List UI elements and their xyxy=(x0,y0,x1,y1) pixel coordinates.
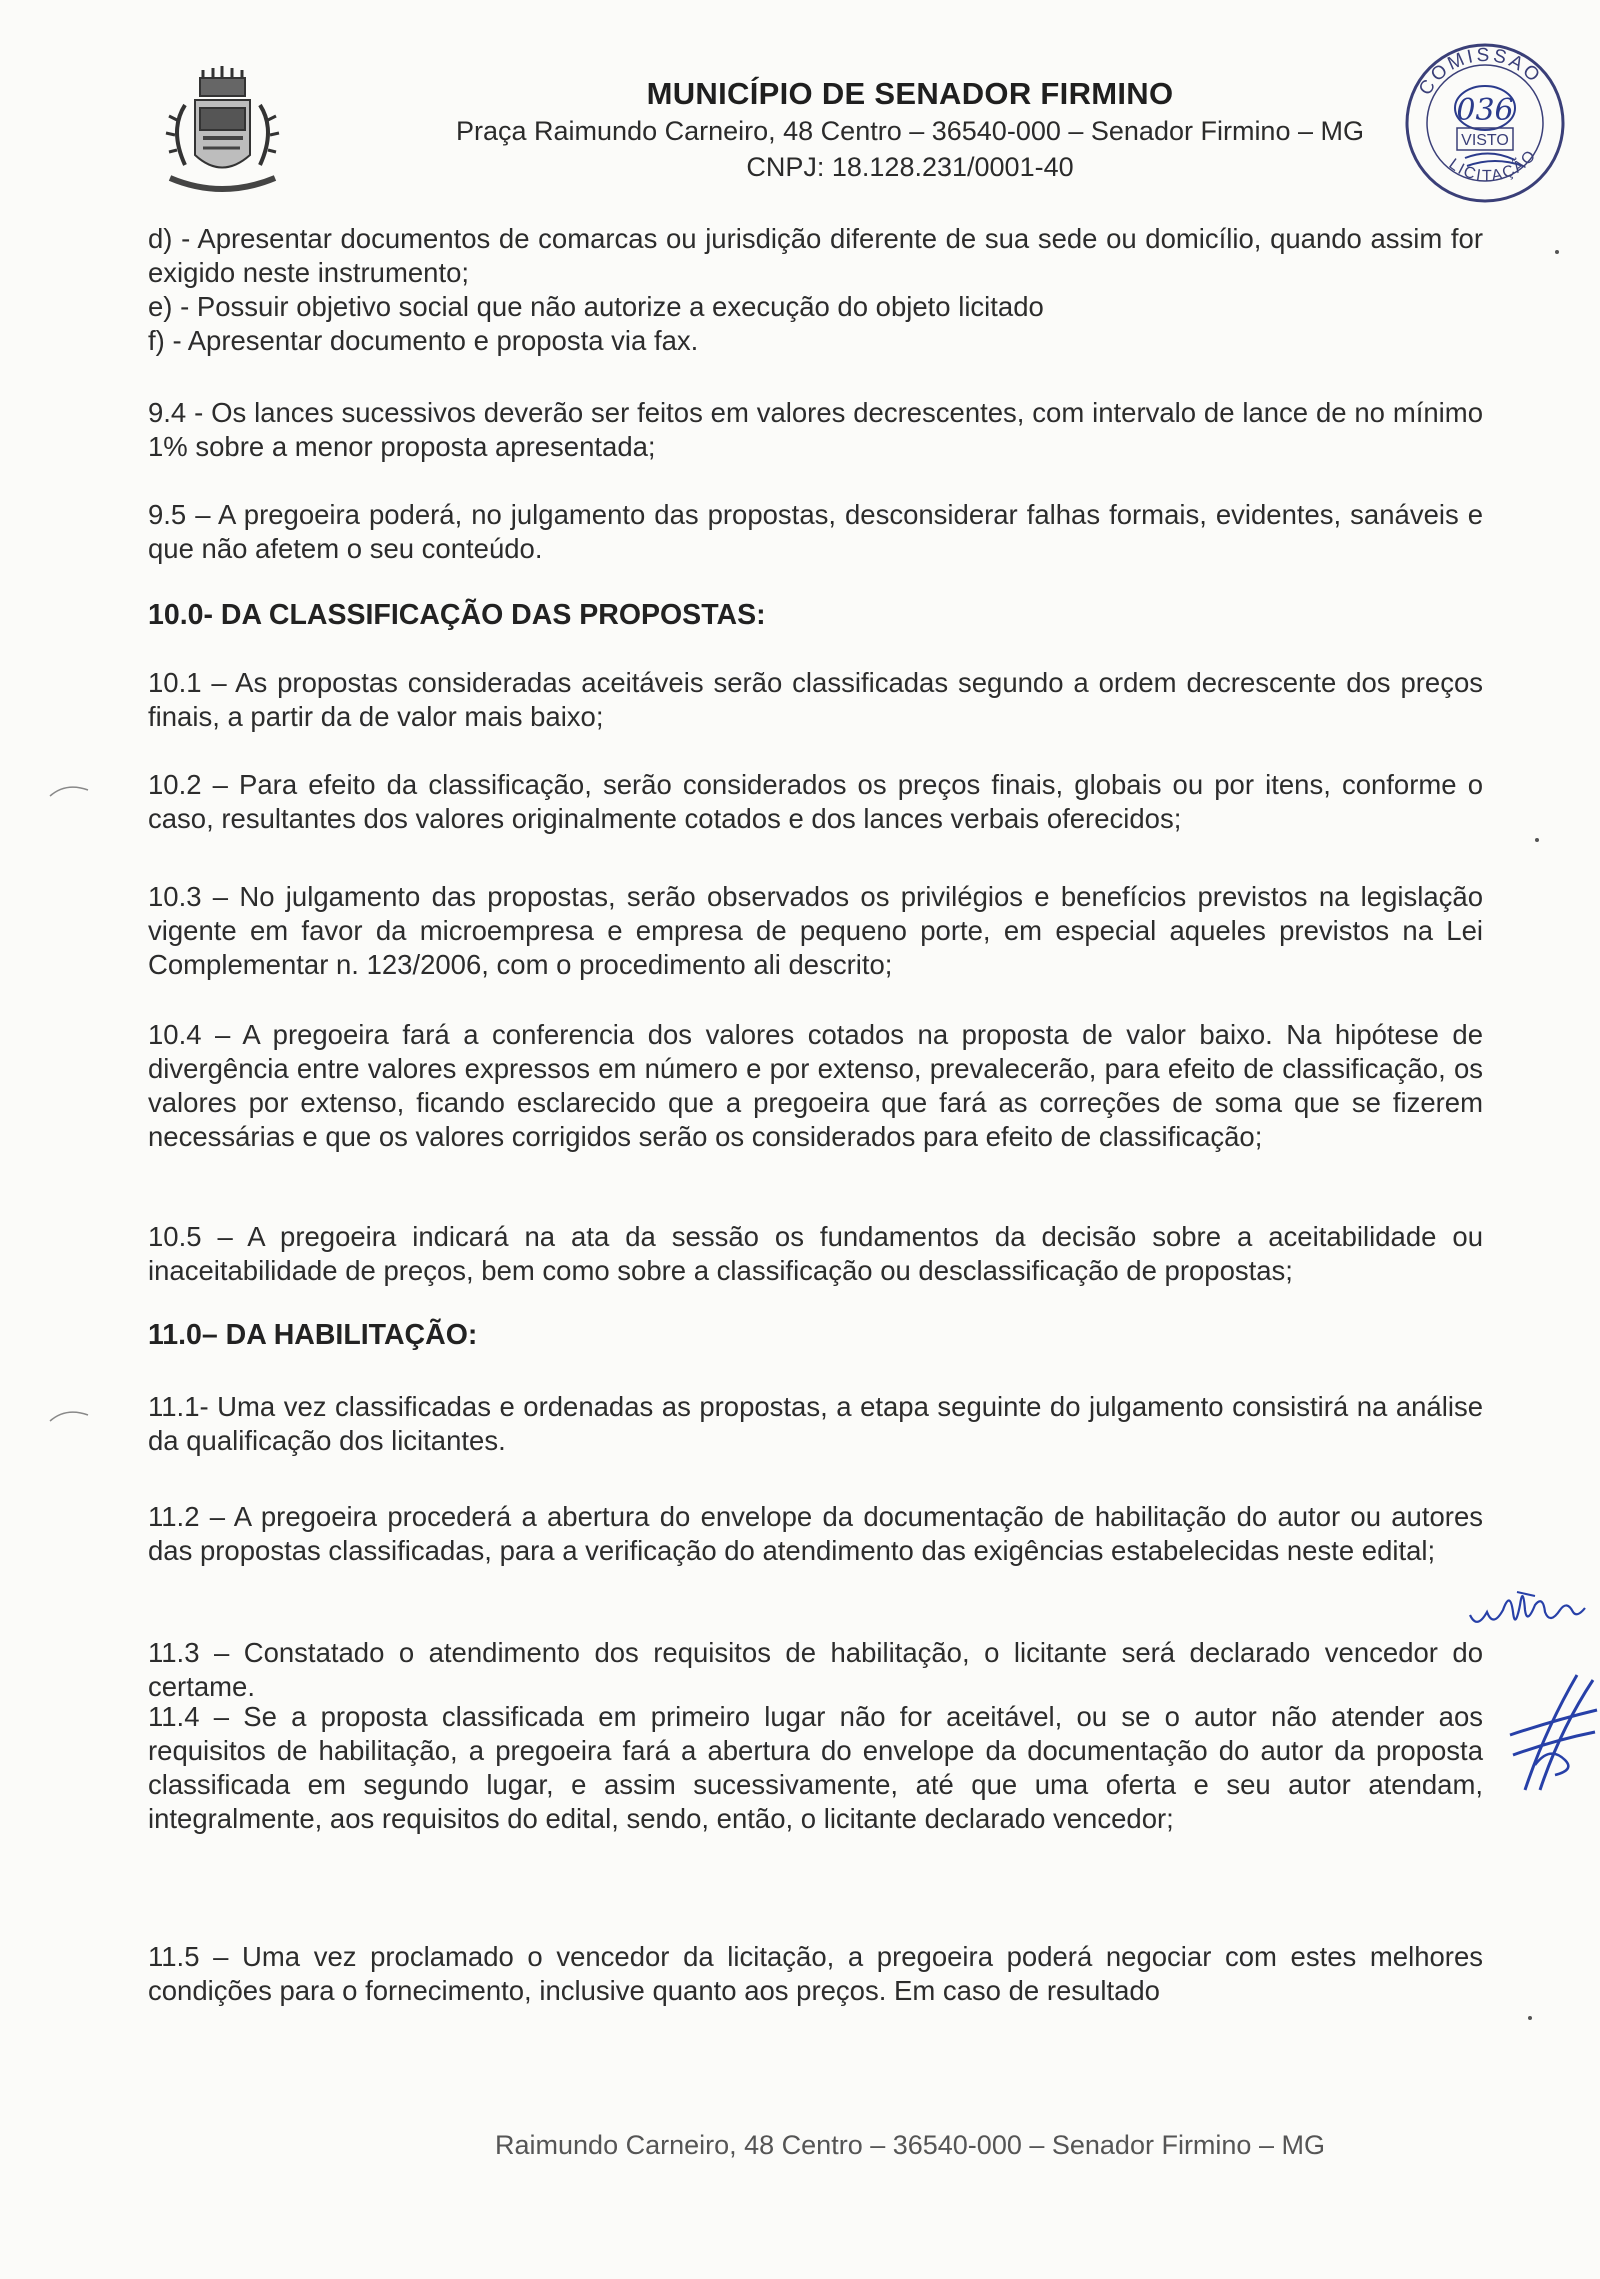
clause-11-2: 11.2 – A pregoeira procederá a abertura do envelope da documentação de habilitação do autor ou autores das propostas classificadas, para a verificação do atendimento das exigências estabelecidas neste edital; xyxy=(148,1501,1483,1566)
clause-10-1: 10.1 – As propostas consideradas aceitáveis serão classificadas segundo a ordem decrescente dos preços finais, a partir da de valor mais baixo; xyxy=(148,667,1483,732)
svg-text:COMISSÃO xyxy=(1415,45,1546,99)
commission-stamp xyxy=(1395,28,1575,203)
section-heading-10: 10.0- DA CLASSIFICAÇÃO DAS PROPOSTAS: xyxy=(148,599,766,631)
svg-text:LICITAÇÃO xyxy=(1446,146,1541,185)
clause-9-4: 9.4 - Os lances sucessivos deverão ser feitos em valores decrescentes, com intervalo de lance de no mínimo 1% sobre a menor proposta apresentada; xyxy=(148,397,1483,462)
municipal-crest-icon xyxy=(155,60,290,205)
clause-11-5: 11.5 – Uma vez proclamado o vencedor da licitação, a pregoeira poderá negociar com estes melhores condições para o fornecimento, inclusive quanto aos preços. Em caso de resultado xyxy=(148,1941,1483,2006)
stamp-number: 036 xyxy=(1456,93,1514,128)
clause-10-2: 10.2 – Para efeito da classificação, serão considerados os preços finais, globais ou por itens, conforme o caso, resultantes dos valores originalmente cotados e dos lances verbais oferecidos; xyxy=(148,769,1483,834)
stamp-top-text: COMISSÃO xyxy=(1414,44,1546,100)
municipality-address: Praça Raimundo Carneiro, 48 Centro – 36540-000 – Senador Firmino – MG xyxy=(456,116,1364,146)
clause-11-3: 11.3 – Constatado o atendimento dos requisitos de habilitação, o licitante será declarado vencedor do certame. xyxy=(148,1637,1483,1702)
section-heading-11: 11.0– DA HABILITAÇÃO: xyxy=(148,1319,478,1351)
clause-11-4: 11.4 – Se a proposta classificada em primeiro lugar não for aceitável, ou se o autor não atender aos requisitos de habilitação, a pregoeira fará a abertura do envelope da documentação do autor da proposta classificada em segundo lugar, e assim sucessivamente, até que uma oferta e seu autor atendam, integralmente, aos requisitos do edital, sendo, então, o licitante declarado vencedor; xyxy=(148,1701,1483,1834)
clause-10-4: 10.4 – A pregoeira fará a conferencia dos valores cotados na proposta de valor baixo. Na hipótese de divergência entre valores expressos em número e por extenso, prevalecerão, para efeito de classificação, os valores por extenso, ficando esclarecido que a pregoeira que fará as correções de soma que se fizerem necessárias e que os valores corrigidos serão os considerados para efeito de classificação; xyxy=(148,1019,1483,1152)
clause-f: f) - Apresentar documento e proposta via fax. xyxy=(148,325,699,356)
municipality-title: MUNICÍPIO DE SENADOR FIRMINO xyxy=(646,76,1174,111)
clause-10-5: 10.5 – A pregoeira indicará na ata da sessão os fundamentos da decisão sobre a aceitabilidade ou inaceitabilidade de preços, bem como sobre a classificação ou desclassificação de propostas; xyxy=(148,1221,1483,1286)
clause-9-5: 9.5 – A pregoeira poderá, no julgamento das propostas, desconsiderar falhas formais, evidentes, sanáveis e que não afetem o seu conteúdo. xyxy=(148,499,1483,564)
margin-mark xyxy=(48,1405,93,1425)
clause-e: e) - Possuir objetivo social que não autorize a execução do objeto licitado xyxy=(148,291,1044,322)
handwritten-initials xyxy=(1465,1570,1590,1640)
clause-d: d) - Apresentar documentos de comarcas ou jurisdição diferente de sua sede ou domicílio, quando assim for exigido neste instrumento; xyxy=(148,223,1483,288)
page-footer-address: Raimundo Carneiro, 48 Centro – 36540-000 – Senador Firmino – MG xyxy=(495,2130,1325,2160)
clause-10-3: 10.3 – No julgamento das propostas, serão observados os privilégios e benefícios previstos na legislação vigente em favor da microempresa e empresa de pequeno porte, em especial aqueles previstos na Lei Complementar n. 123/2006, com o procedimento ali descrito; xyxy=(148,881,1483,980)
scan-dot xyxy=(1528,2016,1532,2020)
scan-dot xyxy=(1535,838,1539,842)
handwritten-signature xyxy=(1505,1670,1600,1800)
scan-dot xyxy=(1555,250,1559,254)
margin-mark xyxy=(48,780,93,800)
stamp-bottom-text: LICITAÇÃO xyxy=(1445,146,1541,185)
municipality-cnpj: CNPJ: 18.128.231/0001-40 xyxy=(746,152,1074,182)
stamp-visto: VISTO xyxy=(1461,132,1509,149)
clause-11-1: 11.1- Uma vez classificadas e ordenadas as propostas, a etapa seguinte do julgamento consistirá na análise da qualificação dos licitantes. xyxy=(148,1391,1483,1456)
